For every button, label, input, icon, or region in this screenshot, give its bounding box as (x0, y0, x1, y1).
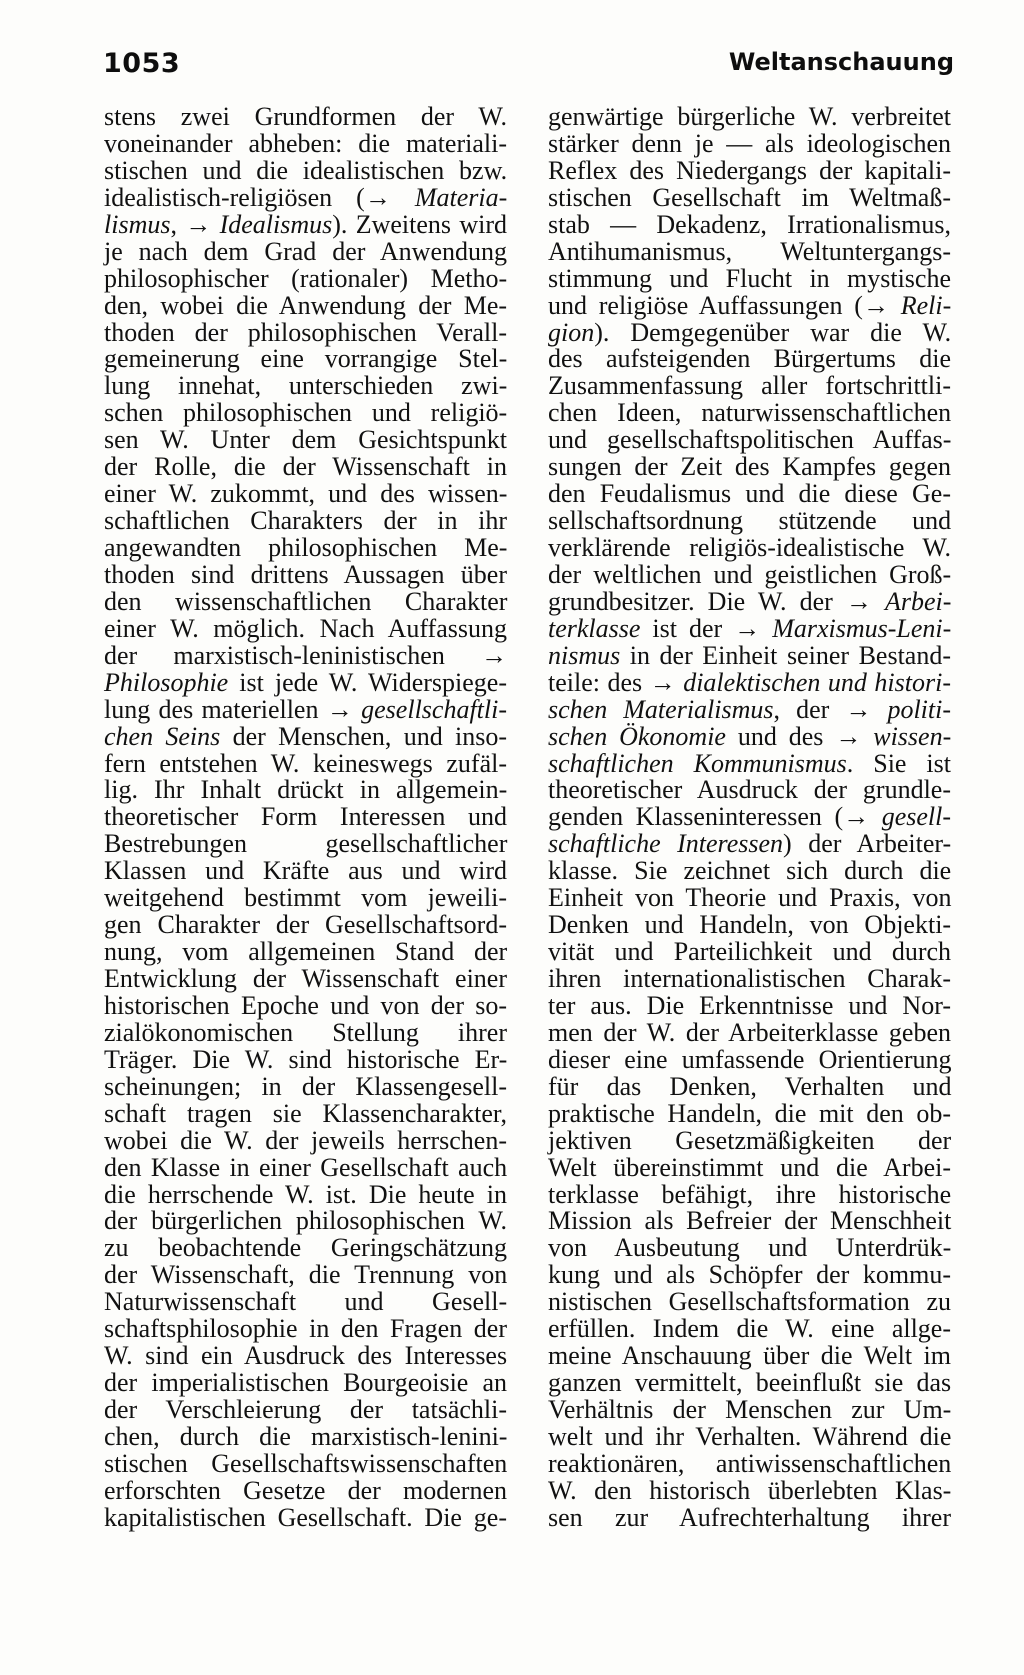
text-line (548, 236, 951, 266)
right-text-column (548, 104, 951, 1532)
text-segment: schen philosophischen und religiö- (104, 398, 508, 428)
text-segment: weitgehend bestimmt vom jeweili- (104, 883, 507, 913)
text-line (548, 694, 951, 724)
cross-reference-term: Marxismus-Leni- (772, 613, 952, 643)
text-segment: Denken und Handeln, von Objekti- (548, 910, 952, 940)
text-segment: men der W. der Arbeiterklasse geben (548, 1017, 951, 1047)
text-line (104, 1125, 507, 1155)
text-line (548, 1125, 952, 1155)
cross-reference-term: terklasse (548, 613, 641, 643)
text-segment: philosophischer (rationaler) Metho- (104, 263, 508, 293)
text-segment: kapitalistischen Gesellschaft. Die ge- (104, 1502, 507, 1532)
text-line (104, 1152, 508, 1182)
text-line (548, 1475, 952, 1505)
text-segment: lung innehat, unterschieden zwi- (104, 371, 508, 401)
text-line (548, 1152, 951, 1182)
text-line (104, 885, 507, 912)
text-segment: klasse. Sie zeichnet sich durch die (548, 856, 952, 886)
text-line (548, 104, 951, 131)
text-segment: der Verschleierung der tatsächli- (104, 1395, 507, 1424)
text-segment: Reflex des Niedergangs der kapitali- (548, 155, 951, 185)
cross-reference-term: schen Materialismus (548, 694, 774, 724)
text-segment: Entwicklung der Wissenschaft einer (104, 964, 507, 993)
text-line (548, 1098, 951, 1128)
text-line (104, 1502, 507, 1532)
text-segment: theoretischer Form Interessen und (104, 802, 507, 832)
text-segment: ihren internationalistischen Charak- (548, 964, 951, 993)
text-segment: scheinungen; in der Klassengesell- (104, 1071, 507, 1101)
text-segment: den Feudalismus und die diese Ge- (548, 479, 951, 509)
text-line (548, 831, 951, 858)
cross-reference-term: gesellschaftli- (361, 694, 507, 724)
text-segment: ist der → (640, 613, 773, 643)
text-line (104, 104, 507, 131)
left-text-column (104, 104, 507, 1532)
text-line (548, 373, 951, 400)
text-segment: lung des materiellen → (104, 694, 362, 724)
text-line (548, 1370, 951, 1397)
text-segment: meine Anschauung über die Welt im (548, 1341, 951, 1371)
text-line (104, 1098, 507, 1128)
text-line (104, 831, 507, 858)
text-segment: sellschaftsordnung stützende und (548, 506, 952, 536)
text-segment: der Rolle, die der Wissenschaft in (104, 452, 507, 482)
text-line (548, 1343, 951, 1370)
text-segment: idealistisch-religiösen (→ (104, 182, 415, 212)
page-number: 1053 (103, 48, 181, 79)
text-segment: zu beobachtende Geringschätzung (104, 1233, 507, 1263)
text-segment: lig. Ihr Inhalt drückt in allgemein- (104, 775, 508, 805)
text-line (548, 128, 951, 158)
text-line (548, 966, 951, 993)
text-segment: schaft tragen sie Klassencharakter, (104, 1098, 507, 1128)
text-segment: stischen und die idealistischen bzw. (104, 155, 508, 185)
text-segment: ist jede W. Widerspiege- (228, 667, 507, 697)
text-segment: von Ausbeutung und Unterdrük- (548, 1233, 952, 1263)
text-segment: gemeinerung eine vorrangige Stel- (104, 344, 508, 374)
text-line (548, 721, 952, 751)
text-line (548, 939, 951, 966)
text-line (104, 209, 508, 239)
text-line (104, 1448, 508, 1478)
cross-reference-term: lismus (104, 209, 171, 239)
text-line (548, 667, 951, 697)
text-segment: und des → (725, 721, 874, 751)
text-segment: schaftsphilosophie in den Fragen der (104, 1314, 507, 1344)
text-line (104, 317, 507, 347)
text-line (104, 1235, 507, 1262)
text-line (104, 1179, 507, 1209)
text-line (104, 613, 507, 643)
text-line (104, 400, 507, 427)
text-line (548, 804, 951, 831)
text-segment: reaktionären, antiwissenschaftlichen (548, 1448, 952, 1478)
text-segment: je nach dem Grad der Anwendung (104, 236, 507, 266)
text-segment: Bestrebungen gesellschaftlicher (104, 829, 508, 859)
text-line (104, 748, 507, 778)
text-line (548, 400, 951, 427)
text-segment: in der Einheit seiner Bestand- (620, 640, 951, 670)
text-line (104, 804, 507, 831)
text-line (548, 1289, 951, 1316)
text-segment: fern entstehen W. keineswegs zufäl- (104, 748, 507, 778)
text-segment: sen zur Aufrechterhaltung ihrer (548, 1502, 951, 1532)
text-segment: sen W. Unter dem Gesichtspunkt (104, 425, 507, 455)
text-segment: Einheit von Theorie und Praxis, von (548, 883, 952, 913)
cross-reference-term: dialektischen und histori- (683, 667, 951, 697)
text-segment: schaftlichen Charakters der in ihr (104, 506, 507, 536)
text-segment: der imperialistischen Bourgeoisie an (104, 1368, 508, 1398)
text-line (104, 373, 507, 400)
text-line (104, 236, 507, 266)
text-segment: . Sie ist (846, 748, 952, 778)
text-line (104, 559, 507, 589)
text-segment: Verhältnis der Menschen zur Um- (548, 1395, 952, 1424)
text-line (548, 535, 951, 562)
cross-reference-term: gesell- (881, 802, 951, 832)
text-line (548, 640, 951, 670)
text-line (104, 1289, 507, 1316)
text-segment: teile: des → (548, 667, 684, 697)
text-segment: ) der Arbeiter- (783, 829, 952, 859)
text-line (104, 481, 507, 508)
text-segment: den Klasse in einer Gesellschaft auch (104, 1152, 508, 1182)
text-segment: ganzen vermittelt, beeinflußt sie das (548, 1368, 952, 1398)
text-line (104, 290, 508, 320)
text-segment: die herrschende W. ist. Die heute in (104, 1179, 507, 1209)
text-line (104, 1343, 507, 1370)
text-line (104, 694, 507, 724)
text-segment: Antihumanismus, Weltuntergangs- (548, 236, 951, 266)
text-segment: ). Demgegenüber war die W. (594, 317, 952, 347)
text-line (548, 209, 951, 239)
text-segment: stischen Gesellschaft im Weltmaß- (548, 182, 951, 212)
text-segment: kung und als Schöpfer der kommu- (548, 1260, 951, 1290)
text-segment: thoden der philosophischen Verall- (104, 317, 507, 347)
text-segment: ). Zweitens wird (332, 209, 508, 239)
text-line (548, 613, 952, 643)
text-line (548, 990, 951, 1020)
text-segment: der marxistisch-leninistischen → (104, 640, 507, 670)
text-line (104, 858, 507, 885)
text-segment: und gesellschaftspolitischen Auffas- (548, 425, 952, 455)
text-line (104, 1421, 508, 1451)
text-line (104, 1316, 507, 1343)
text-segment: voneinander abheben: die materiali- (104, 128, 507, 158)
cross-reference-term: Arbei- (885, 586, 952, 616)
text-segment: vität und Parteilichkeit und durch (548, 937, 952, 967)
text-line (548, 559, 952, 589)
text-line (548, 508, 951, 535)
text-segment: angewandten philosophischen Me- (104, 533, 508, 562)
text-line (548, 1262, 951, 1289)
text-segment: nistischen Gesellschaftsformation zu (548, 1287, 951, 1317)
text-line (548, 182, 951, 212)
text-segment: zialökonomischen Stellung ihrer (104, 1017, 507, 1047)
text-line (104, 966, 507, 993)
text-segment: einer W. möglich. Nach Auffassung (104, 613, 507, 643)
text-segment: Klassen und Kräfte aus und wird (104, 856, 507, 886)
text-segment: Zusammenfassung aller fortschrittli- (548, 371, 951, 401)
text-segment: sungen der Zeit des Kampfes gegen (548, 452, 951, 482)
text-segment: stab — Dekadenz, Irrationalismus, (548, 209, 951, 239)
text-line (548, 912, 951, 939)
text-line (104, 586, 508, 616)
text-line (548, 1017, 951, 1047)
text-line (104, 454, 507, 481)
text-segment: der weltlichen und geistlichen Groß- (548, 559, 952, 589)
text-segment: für das Denken, Verhalten und (548, 1071, 952, 1101)
cross-reference-term: Reli- (900, 290, 952, 320)
text-line (548, 317, 952, 347)
text-segment: dieser eine umfassende Orientierung (548, 1044, 952, 1074)
text-segment: Mission als Befreier der Menschheit (548, 1206, 952, 1236)
text-line (548, 481, 951, 508)
text-segment: stens zwei Grundformen der W. (104, 102, 507, 131)
text-segment: den wissenschaftlichen Charakter (104, 586, 508, 616)
text-segment: ter aus. Die Erkenntnisse und Nor- (548, 990, 951, 1020)
text-segment: und religiöse Auffassungen (→ (548, 290, 901, 320)
text-line (104, 1475, 507, 1505)
text-line (104, 640, 507, 670)
text-line (548, 1316, 951, 1343)
text-line (104, 128, 507, 158)
text-line (548, 1044, 952, 1074)
text-line (104, 346, 507, 373)
running-headword: Weltanschauung (728, 48, 954, 76)
text-segment: Welt übereinstimmt und die Arbei- (548, 1152, 951, 1182)
text-line (548, 1071, 952, 1101)
text-segment: gen Charakter der Gesellschaftsord- (104, 910, 507, 940)
text-segment: Träger. Die W. sind historische Er- (104, 1044, 508, 1074)
text-line (548, 155, 951, 185)
text-segment: des aufsteigenden Bürgertums die (548, 344, 951, 374)
text-line (104, 777, 507, 804)
text-segment: erfüllen. Indem die W. eine allge- (548, 1314, 951, 1344)
text-line (548, 1421, 952, 1451)
text-line (104, 912, 507, 939)
text-segment: erforschten Gesetze der modernen (104, 1475, 507, 1505)
text-segment: welt und ihr Verhalten. Während die (548, 1421, 952, 1451)
running-header (103, 48, 954, 80)
text-line (104, 1044, 508, 1074)
text-segment: W. sind ein Ausdruck des Interesses (104, 1341, 508, 1371)
text-line (548, 1179, 952, 1209)
text-line (104, 667, 507, 697)
text-segment: genden Klasseninteressen (→ (548, 802, 882, 832)
text-line (548, 1208, 951, 1235)
text-line (548, 777, 951, 804)
text-segment: , der → (773, 694, 888, 724)
text-line (104, 1370, 507, 1397)
text-line (104, 182, 508, 212)
cross-reference-term: chen Seins (104, 721, 221, 751)
cross-reference-term: Materia- (414, 182, 508, 212)
text-line (548, 586, 952, 616)
text-line (104, 721, 508, 751)
text-line (104, 1262, 507, 1289)
text-line (548, 454, 951, 481)
text-line (104, 1017, 507, 1047)
text-line (548, 427, 951, 454)
cross-reference-term: schaftlichen Kommunismus (548, 748, 847, 778)
text-line (548, 748, 952, 778)
text-segment: terklasse befähigt, ihre historische (548, 1179, 952, 1209)
text-line (548, 1235, 951, 1262)
text-segment: , → (170, 209, 220, 239)
text-line (548, 263, 951, 293)
text-segment: stischen Gesellschaftswissenschaften (104, 1448, 508, 1478)
cross-reference-term: schen Ökonomie (548, 721, 726, 751)
text-line (548, 885, 951, 912)
text-segment: grundbesitzer. Die W. der → (548, 586, 885, 616)
text-line (548, 1502, 951, 1532)
text-segment: chen Ideen, naturwissenschaftlichen (548, 398, 952, 428)
text-line (104, 155, 508, 185)
text-segment: nung, vom allgemeinen Stand der (104, 937, 508, 967)
text-segment: theoretischer Ausdruck der grundle- (548, 775, 951, 805)
text-segment: der bürgerlichen philosophischen W. (104, 1206, 507, 1236)
text-segment: genwärtige bürgerliche W. verbreitet (548, 102, 951, 131)
text-line (104, 1208, 507, 1235)
cross-reference-term: schaftliche Interessen (548, 829, 784, 859)
text-line (104, 263, 508, 293)
text-line (104, 1071, 507, 1101)
text-line (104, 1397, 507, 1424)
cross-reference-term: Idealismus (219, 209, 333, 239)
text-segment: der Menschen, und inso- (220, 721, 508, 751)
text-segment: den, wobei die Anwendung der Me- (104, 290, 508, 320)
text-line (104, 990, 508, 1020)
text-segment: wobei die W. der jeweils herrschen- (104, 1125, 507, 1155)
text-segment: historischen Epoche und von der so- (104, 990, 508, 1020)
text-segment: thoden sind drittens Aussagen über (104, 559, 507, 589)
text-segment: Naturwissenschaft und Gesell- (104, 1287, 508, 1317)
text-segment: einer W. zukommt, und des wissen- (104, 479, 508, 509)
text-segment: stärker denn je — als ideologischen (548, 128, 951, 158)
text-segment: der Wissenschaft, die Trennung von (104, 1260, 508, 1290)
text-line (548, 290, 952, 320)
text-line (548, 1448, 952, 1478)
text-line (548, 858, 951, 885)
text-line (548, 346, 951, 373)
cross-reference-term: politi- (887, 694, 951, 724)
text-line (104, 508, 507, 535)
text-line (104, 535, 507, 562)
cross-reference-term: wissen- (873, 721, 952, 751)
text-line (104, 939, 507, 966)
cross-reference-term: gion (548, 317, 595, 347)
text-segment: stimmung und Flucht in mystische (548, 263, 951, 293)
text-line (104, 427, 507, 454)
cross-reference-term: nismus (548, 640, 621, 670)
text-segment: chen, durch die marxistisch-lenini- (104, 1421, 508, 1451)
cross-reference-term: Philosophie (104, 667, 229, 697)
text-segment: jektiven Gesetzmäßigkeiten der (548, 1125, 952, 1155)
text-segment: verklärende religiös-idealistische W. (548, 533, 952, 562)
text-line (548, 1397, 951, 1424)
text-segment: praktische Handeln, die mit den ob- (548, 1098, 951, 1128)
text-segment: W. den historisch überlebten Klas- (548, 1475, 952, 1505)
